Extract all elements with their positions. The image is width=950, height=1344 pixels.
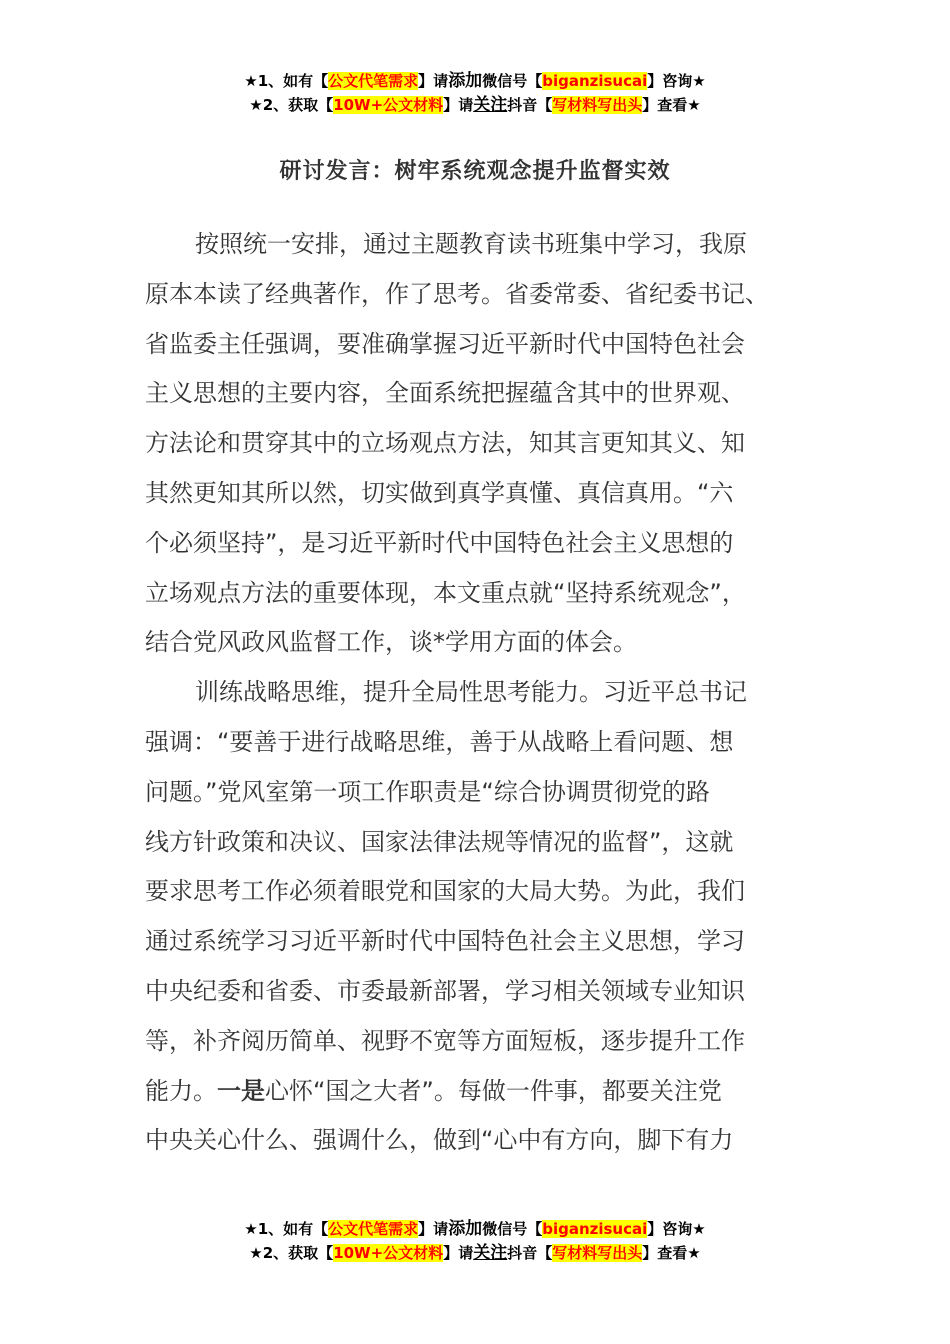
banner-highlight: 公文代笔需求 xyxy=(328,1220,419,1238)
text-line: 按照统一安排，通过主题教育读书班集中学习，我原 xyxy=(195,230,747,258)
text-line: 训练战略思维，提升全局性思考能力。习近平总书记 xyxy=(195,678,747,707)
text-line: 中央关心什么、强调什么，做到“心中有方向，脚下有力 xyxy=(145,1126,734,1155)
banner-highlight: 公文代笔需求 xyxy=(328,72,419,90)
text-line: 问题。”党风室第一项工作职责是“综合协调贯彻党的路 xyxy=(145,777,710,806)
text-line: 省监委主任强调，要准确掌握习近平新时代中国特色社会 xyxy=(145,329,745,358)
text-line: 立场观点方法的重要体现，本文重点就“坚持系统观念”， xyxy=(145,578,746,607)
banner-line-2: ★2、获取【10W+公文材料】请关注抖音【写材料写出头】查看★ xyxy=(249,1243,701,1263)
text-line: 方法论和贯穿其中的立场观点方法，知其言更知其义、知 xyxy=(145,429,745,458)
header-banner xyxy=(0,69,950,117)
text-line: 主义思想的主要内容，全面系统把握蕴含其中的世界观、 xyxy=(145,379,745,408)
banner-line-1: ★1、如有【公文代笔需求】请添加微信号【biganzisucai】咨询★ xyxy=(244,71,706,91)
document-body xyxy=(145,220,805,1166)
text-line: 原本本读了经典著作，作了思考。省委常委、省纪委书记、 xyxy=(145,279,769,308)
text-line: 强调：“要善于进行战略思维，善于从战略上看问题、想 xyxy=(145,727,734,756)
text-line: 线方针政策和决议、国家法律法规等情况的监督”，这就 xyxy=(145,827,734,856)
banner-line-1: ★1、如有【公文代笔需求】请添加微信号【biganzisucai】咨询★ xyxy=(244,1219,706,1239)
text-line: 能力。一是心怀“国之大者”。每做一件事，都要关注党 xyxy=(145,1076,722,1105)
banner-line-2: ★2、获取【10W+公文材料】请关注抖音【写材料写出头】查看★ xyxy=(249,95,701,115)
banner-douyin-name: 写材料写出头 xyxy=(552,1244,643,1262)
text-line: 其然更知其所以然，切实做到真学真懂、真信真用。“六 xyxy=(145,478,734,507)
text-line: 要求思考工作必须着眼党和国家的大局大势。为此，我们 xyxy=(145,877,745,906)
paragraph-2 xyxy=(145,668,805,1166)
text-line: 通过系统学习习近平新时代中国特色社会主义思想，学习 xyxy=(145,927,745,956)
banner-wechat-id: biganzisucai xyxy=(542,1220,648,1238)
text-line: 结合党风政风监督工作，谈*学用方面的体会。 xyxy=(145,628,637,657)
text-line: 中央纪委和省委、市委最新部署，学习相关领域专业知识 xyxy=(145,976,745,1005)
text-line: 个必须坚持”，是习近平新时代中国特色社会主义思想的 xyxy=(145,528,734,557)
banner-wechat-id: biganzisucai xyxy=(542,72,648,90)
text-line: 等，补齐阅历简单、视野不宽等方面短板，逐步提升工作 xyxy=(145,1026,745,1055)
banner-highlight: 10W+公文材料 xyxy=(333,96,444,114)
banner-highlight: 10W+公文材料 xyxy=(333,1244,444,1262)
footer-banner xyxy=(0,1217,950,1265)
bold-marker: 一是 xyxy=(217,1076,265,1105)
banner-douyin-name: 写材料写出头 xyxy=(552,96,643,114)
paragraph-1 xyxy=(145,220,805,668)
document-title: 研讨发言：树牢系统观念提升监督实效 xyxy=(279,159,671,184)
